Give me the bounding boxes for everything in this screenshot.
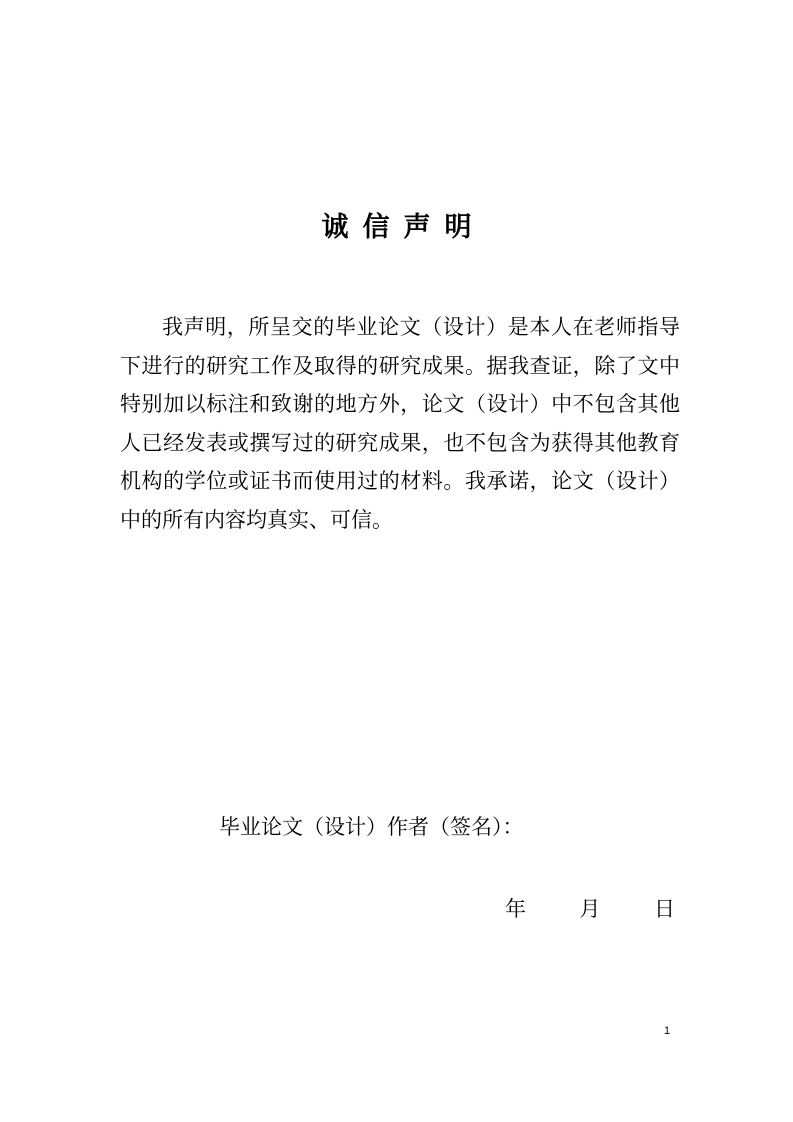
date-line xyxy=(505,890,675,928)
date-day-label: 日 xyxy=(654,897,675,921)
page-number: 1 xyxy=(664,1025,671,1037)
date-month-label: 月 xyxy=(579,897,601,921)
date-year-label: 年 xyxy=(505,897,526,921)
declaration-paragraph: 我声明，所呈交的毕业论文（设计）是本人在老师指导下进行的研究工作及取得的研究成果。据我查证，除了文中特别加以标注和致谢的地方外，论文（设计）中不包含其他人已经发表或撰写过的研究成果，也不包含为获得其他教育机构的学位或证书而使用过的材料。我承诺，论文（设计）中的所有内容均真实、可信。 xyxy=(120,315,680,532)
page-title: 诚信声明 xyxy=(321,212,486,243)
signature-label: 毕业论文（设计）作者（签名）： xyxy=(219,815,524,839)
